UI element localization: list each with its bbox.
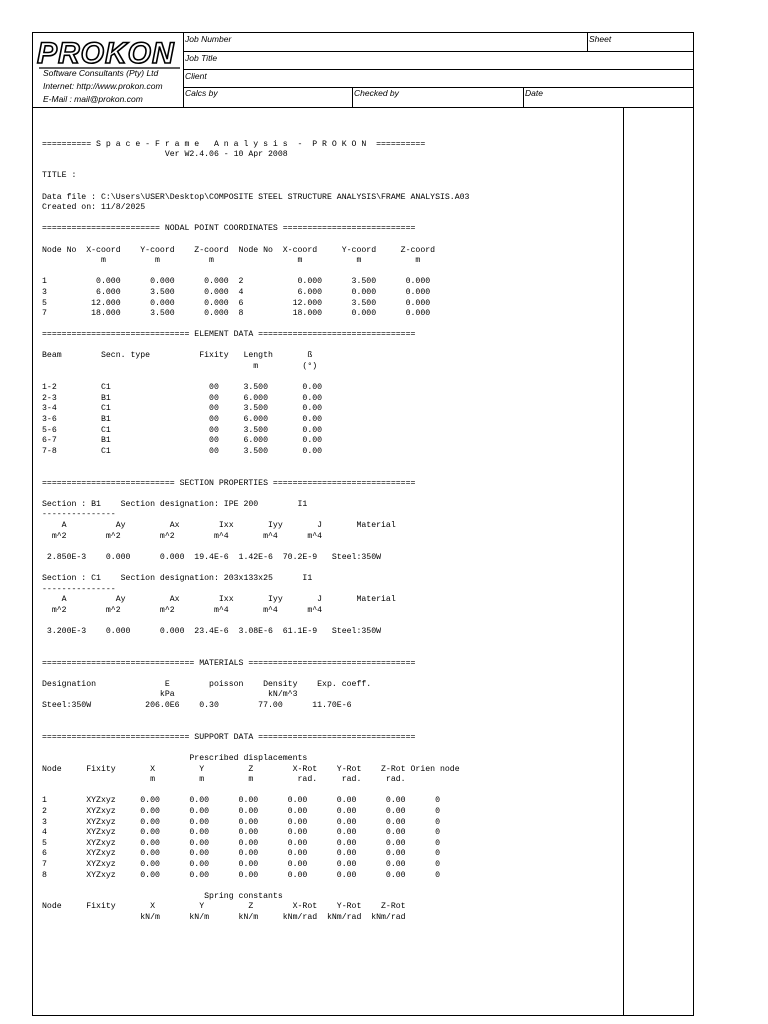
report-line (42, 881, 469, 892)
company-name: Software Consultants (Pty) Ltd (43, 68, 159, 78)
report-line: Prescribed displacements (42, 754, 308, 764)
company-internet: Internet: http://www.prokon.com (43, 81, 163, 91)
calc-sheet (32, 32, 694, 1016)
sheet-header (33, 33, 693, 108)
report-line (42, 161, 469, 172)
report-line: m (°) (42, 362, 318, 372)
report-line: TITLE : (42, 171, 77, 181)
report-line: 1-2 C1 00 3.500 0.00 (42, 383, 323, 393)
report-line: 2 XYZxyz 0.00 0.00 0.00 0.00 0.00 0.00 0 (42, 807, 440, 816)
report-line (42, 712, 469, 723)
company-email: E-Mail : mail@prokon.com (43, 94, 143, 104)
report-line: 3 XYZxyz 0.00 0.00 0.00 0.00 0.00 0.00 0 (42, 817, 440, 827)
report-line (42, 235, 469, 246)
report-line: 7 18.000 3.500 0.000 8 18.000 0.000 0.000 (42, 309, 431, 319)
report-line: 6 XYZxyz 0.00 0.00 0.00 0.00 0.00 0.00 0 (42, 849, 440, 859)
report-line: 1 XYZxyz 0.00 0.00 0.00 0.00 0.00 0.00 0 (42, 796, 440, 806)
svg-text:PROKON: PROKON (37, 37, 175, 70)
report-line: A Ay Ax Ixx Iyy J Material (42, 520, 396, 530)
report-line (42, 267, 469, 278)
report-line: Section : B1 Section designation: IPE 200 I1 (42, 499, 308, 509)
report-line (42, 489, 469, 500)
report-line: 3-6 B1 00 6.000 0.00 (42, 415, 323, 425)
sheet-label: Sheet (589, 34, 612, 44)
report-line: ============================== SUPPORT DATA ================================ (42, 732, 416, 742)
margin-column-divider (623, 107, 624, 1015)
report-line (42, 468, 469, 479)
report-line: Node Fixity X Y Z X-Rot Y-Rot Z-Rot (42, 902, 406, 912)
report-line (42, 214, 469, 225)
report-line: 1 0.000 0.000 0.000 2 0.000 3.500 0.000 (42, 277, 431, 287)
report-line: 3 6.000 3.500 0.000 4 6.000 0.000 0.000 (42, 287, 431, 297)
report-line (42, 616, 469, 627)
report-line: =============================== MATERIALS ================================== (42, 658, 416, 668)
report-line (42, 638, 469, 649)
report-line: 3.200E-3 0.000 0.000 23.4E-6 3.08E-6 61.1E-9 Steel:350W (42, 626, 382, 636)
report-line (42, 182, 469, 193)
report-line (42, 457, 469, 468)
report-line: Node No X-coord Y-coord Z-coord Node No X-coord Y-coord Z-coord (42, 245, 436, 255)
report-line: Spring constants (42, 891, 283, 901)
report-line: m m m rad. rad. rad. (42, 775, 406, 785)
report-line: 7 XYZxyz 0.00 0.00 0.00 0.00 0.00 0.00 0 (42, 859, 440, 869)
report-line (42, 786, 469, 797)
report-line (42, 648, 469, 659)
report-line (42, 129, 469, 140)
report-line: --------------- (42, 584, 116, 594)
report-line: 8 XYZxyz 0.00 0.00 0.00 0.00 0.00 0.00 0 (42, 870, 440, 880)
report-line: Steel:350W 206.0E6 0.30 77.00 11.70E-6 (42, 701, 352, 711)
report-line (42, 563, 469, 574)
report-line: 5 12.000 0.000 0.000 6 12.000 3.500 0.000 (42, 298, 431, 308)
checked-by-label: Checked by (354, 88, 399, 98)
report-line: 2.850E-3 0.000 0.000 19.4E-6 1.42E-6 70.2E-9 Steel:350W (42, 552, 382, 562)
report-line: Designation E poisson Density Exp. coeff. (42, 679, 372, 689)
report-line: kPa kN/m^3 (42, 690, 298, 700)
report-line: m m m m m m (42, 256, 421, 266)
report-line (42, 669, 469, 680)
report-line: Node Fixity X Y Z X-Rot Y-Rot Z-Rot Orien node (42, 764, 460, 774)
report-line: Ver W2.4.06 - 10 Apr 2008 (42, 150, 288, 160)
report-line: ============================== ELEMENT DATA ================================ (42, 330, 416, 340)
report-line: Section : C1 Section designation: 203x133x25 I1 (42, 573, 313, 583)
report-line (42, 320, 469, 331)
analysis-report (42, 129, 469, 924)
report-line: kN/m kN/m kN/m kNm/rad kNm/rad kNm/rad (42, 912, 406, 922)
calcs-by-label: Calcs by (185, 88, 218, 98)
report-line (42, 743, 469, 754)
report-line: m^2 m^2 m^2 m^4 m^4 m^4 (42, 605, 323, 615)
report-line: 5 XYZxyz 0.00 0.00 0.00 0.00 0.00 0.00 0 (42, 838, 440, 848)
date-label: Date (525, 88, 543, 98)
report-line: A Ay Ax Ixx Iyy J Material (42, 595, 396, 605)
report-line (42, 722, 469, 733)
report-line (42, 373, 469, 384)
report-line: 4 XYZxyz 0.00 0.00 0.00 0.00 0.00 0.00 0 (42, 828, 440, 838)
job-number-label: Job Number (185, 34, 232, 44)
job-title-label: Job Title (185, 53, 218, 63)
report-line: Beam Secn. type Fixity Length ß (42, 351, 313, 361)
report-line: m^2 m^2 m^2 m^4 m^4 m^4 (42, 531, 323, 541)
report-line: 2-3 B1 00 6.000 0.00 (42, 393, 323, 403)
report-line: ======================== NODAL POINT COORDINATES =========================== (42, 224, 416, 234)
report-line (42, 341, 469, 352)
report-line: --------------- (42, 510, 116, 520)
report-line: 5-6 C1 00 3.500 0.00 (42, 425, 323, 435)
report-line: Created on: 11/8/2025 (42, 203, 146, 213)
report-line: 6-7 B1 00 6.000 0.00 (42, 436, 323, 446)
report-line: 3-4 C1 00 3.500 0.00 (42, 404, 323, 414)
report-line: 7-8 C1 00 3.500 0.00 (42, 446, 323, 456)
report-line (42, 542, 469, 553)
report-line: =========================== SECTION PROPERTIES ============================= (42, 478, 416, 488)
client-label: Client (185, 71, 207, 81)
report-line: ========== S p a c e - F r a m e A n a l y s i s - P R O K O N ========== (42, 139, 426, 149)
report-line: Data file : C:\Users\USER\Desktop\COMPOSITE STEEL STRUCTURE ANALYSIS\FRAME ANALYSIS.A03 (42, 192, 470, 202)
